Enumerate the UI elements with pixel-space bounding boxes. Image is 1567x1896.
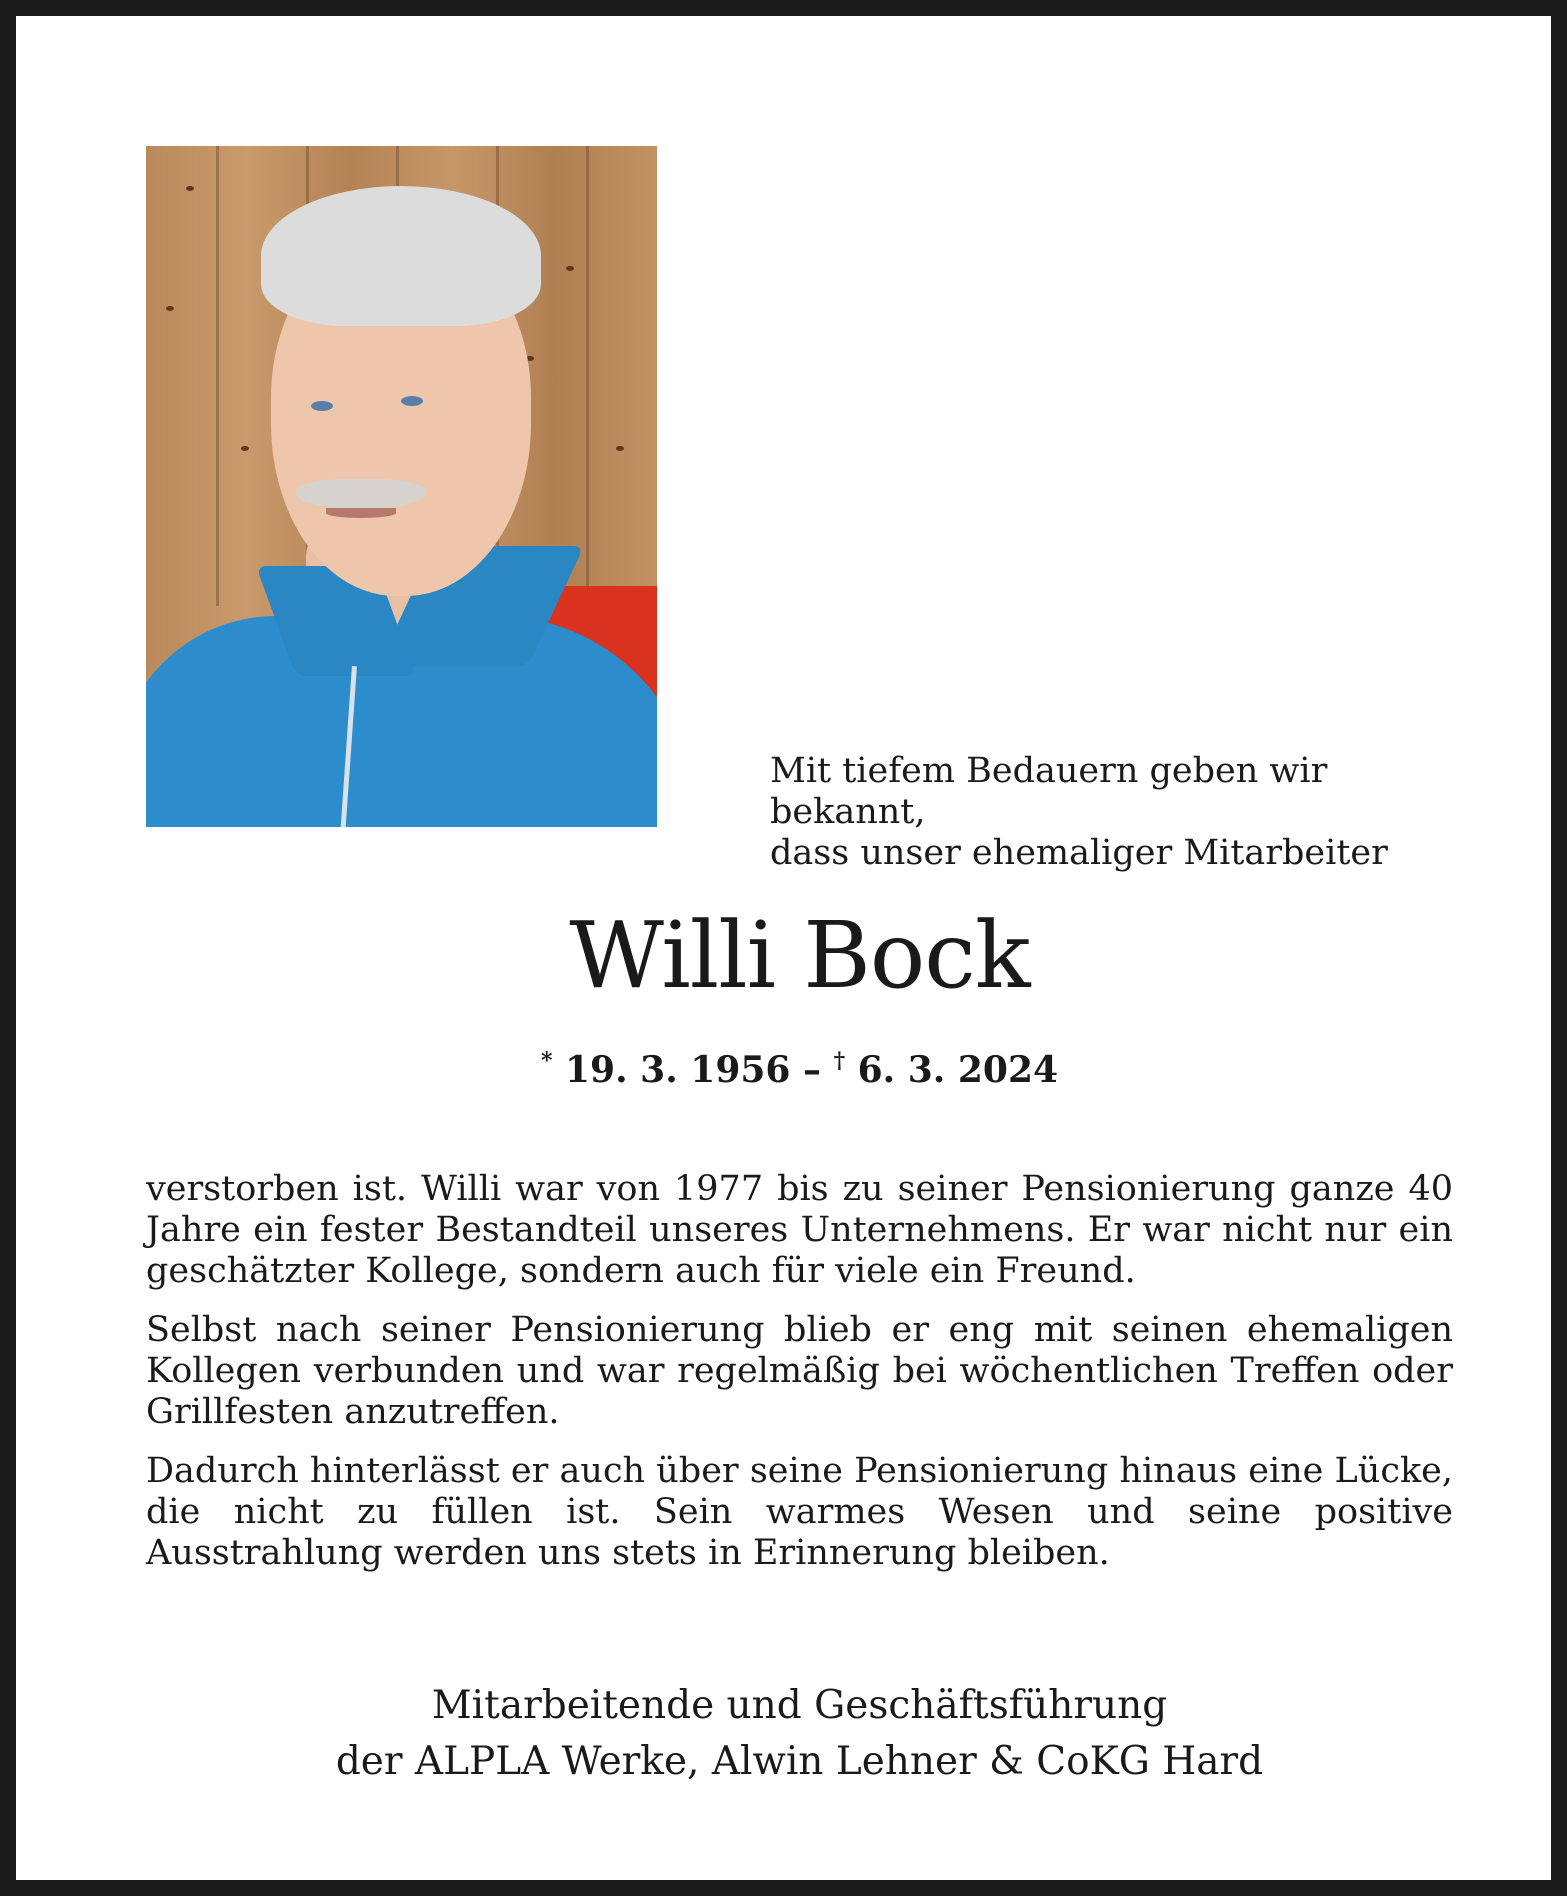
birth-symbol: * (540, 1048, 553, 1074)
body-paragraph-1: verstorben ist. Willi war von 1977 bis zu seiner Pensionierung ganze 40 Jahre ein fester Bestandteil unseres Unternehmens. Er war nicht nur ein geschätzter Kollege, sondern auch für viele ein Freund. (146, 1169, 1453, 1291)
intro-text (770, 751, 1470, 874)
life-dates (16, 1039, 1567, 1092)
portrait-photo (146, 146, 657, 827)
signature-line-1: Mitarbeitende und Geschäftsführung (431, 1683, 1168, 1728)
death-symbol: † (833, 1048, 846, 1074)
deceased-name: Willi Bock (569, 902, 1030, 1009)
birth-date: 19. 3. 1956 (565, 1049, 791, 1091)
obituary-body (146, 1169, 1453, 1592)
body-paragraph-3: Dadurch hinterlässt er auch über seine Pensionierung hinaus eine Lücke, die nicht zu füllen ist. Sein warmes Wesen und seine positive Ausstrahlung werden uns stets in Erinnerung bleiben. (146, 1451, 1453, 1573)
signature-line-2: der ALPLA Werke, Alwin Lehner & CoKG Hard (335, 1739, 1264, 1784)
intro-line-1: Mit tiefem Bedauern geben wir bekannt, (770, 751, 1328, 832)
intro-line-2: dass unser ehemaliger Mitarbeiter (770, 833, 1388, 873)
date-separator: – (790, 1049, 834, 1091)
signature-block (16, 1678, 1567, 1790)
death-date: 6. 3. 2024 (857, 1049, 1059, 1091)
body-paragraph-2: Selbst nach seiner Pensionierung blieb er eng mit seinen ehemaligen Kollegen verbunden und war regelmäßig bei wöchentlichen Treffen oder Grillfesten anzutreffen. (146, 1310, 1453, 1432)
